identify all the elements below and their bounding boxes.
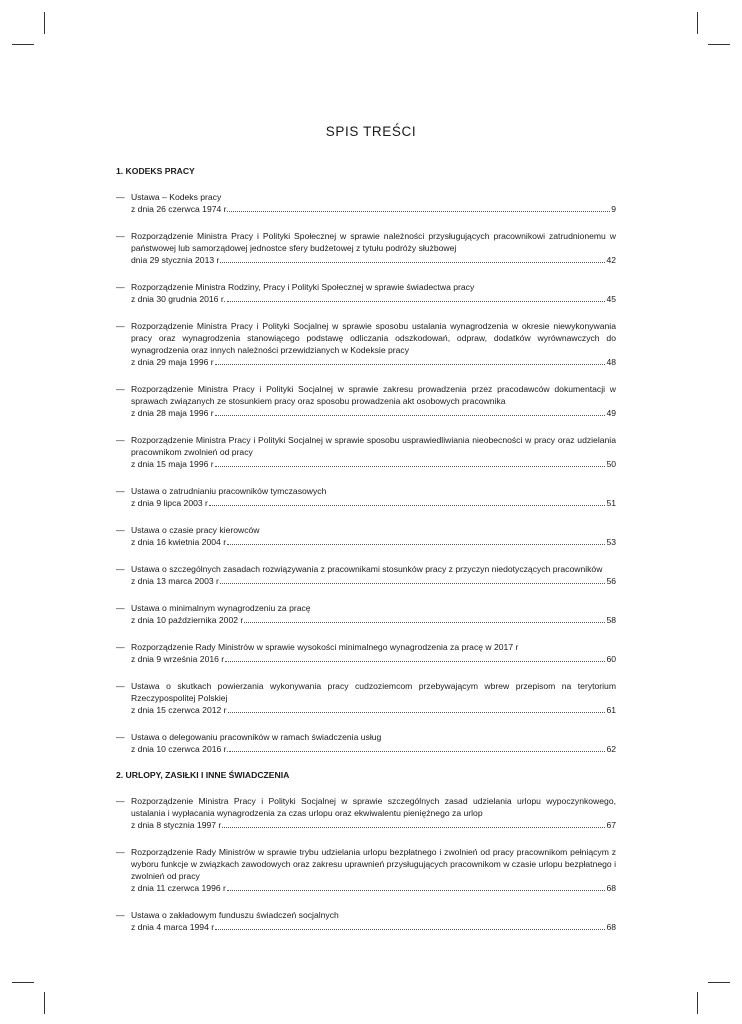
entry-date: z dnia 29 maja 1996 r [131,357,214,367]
entry-dash: — [116,435,125,445]
crop-mark-top-left [44,12,45,34]
entry-dash: — [116,681,125,691]
toc-entry[interactable] [116,434,616,470]
entry-dash: — [116,564,125,574]
entry-page-number: 9 [611,204,616,214]
section-heading: 1. KODEKS PRACY [116,166,195,176]
entry-date: z dnia 9 września 2016 r [131,654,225,664]
entry-dash: — [116,321,125,331]
entry-dateline [131,819,616,831]
entry-dash: — [116,642,125,652]
entry-page-number: 53 [606,537,616,547]
entry-title: Rozporządzenie Ministra Pracy i Polityki Socjalnej w sprawie szczególnych zasad udzielania urlopu wypoczynkowego, ustalania i wypłacania wynagrodzenia za czas urlopu oraz ekwiwalentu pieniężnego za urlop [131,796,616,818]
dot-leader [215,407,606,416]
entry-dateline [131,254,616,266]
toc-entry[interactable] [116,909,616,933]
dot-leader [227,536,605,545]
toc-entry[interactable] [116,524,616,548]
entry-date: z dnia 4 marca 1994 r [131,922,215,932]
crop-mark-top-left-h [12,44,34,45]
entry-page-number: 68 [606,922,616,932]
dot-leader [215,356,606,365]
entry-title: Ustawa – Kodeks pracy [131,192,222,202]
entry-page-number: 60 [606,654,616,664]
entry-dash: — [116,525,125,535]
entry-dateline [131,743,616,755]
entry-date: z dnia 11 czerwca 1996 r [131,883,226,893]
toc-entry[interactable] [116,563,616,587]
entry-dash: — [116,384,125,394]
entry-dateline [131,536,616,548]
crop-mark-bottom-right [697,992,698,1014]
toc-entry[interactable] [116,846,616,894]
entry-title: Rozporządzenie Ministra Rodziny, Pracy i Polityki Społecznej w sprawie świadectwa pracy [131,282,475,292]
dot-leader [215,921,605,930]
dot-leader [227,882,606,891]
dot-leader [229,203,610,212]
entry-page-number: 62 [606,744,616,754]
entry-title: Rozporządzenie Ministra Pracy i Polityki Socjalnej w sprawie sposobu usprawiedliwiania nieobecności w pracy oraz udzielania pracownikom zwolnień od pracy [131,435,616,457]
entry-dateline [131,293,616,305]
entry-dateline [131,921,616,933]
entry-date: z dnia 10 października 2002 r [131,615,244,625]
entry-title: Ustawa o minimalnym wynagrodzeniu za pracę [131,603,311,613]
dot-leader [228,704,606,713]
entry-dateline [131,614,616,626]
dot-leader [222,819,605,828]
dot-leader [229,743,605,752]
toc-entry[interactable] [116,281,616,305]
entry-date: z dnia 16 kwietnia 2004 r [131,537,227,547]
entry-dateline [131,356,616,368]
entry-date: z dnia 15 czerwca 2012 r [131,705,227,715]
crop-mark-top-right-h [708,44,730,45]
section-heading: 2. URLOPY, ZASIŁKI I INNE ŚWIADCZENIA [116,770,290,780]
toc-entry[interactable] [116,485,616,509]
toc-entry[interactable] [116,320,616,368]
entry-title: Ustawa o czasie pracy kierowców [131,525,260,535]
entry-dash: — [116,796,125,806]
entry-date: z dnia 9 lipca 2003 r [131,498,208,508]
toc-entry[interactable] [116,795,616,831]
entry-dateline [131,497,616,509]
crop-mark-bottom-right-h [708,982,730,983]
page-title: SPIS TREŚCI [325,124,417,139]
entry-dash: — [116,603,125,613]
dot-leader [225,653,605,662]
entry-date: z dnia 26 czerwca 1974 r. [131,204,229,214]
entry-dateline [131,203,616,215]
entry-page-number: 49 [606,408,616,418]
entry-dateline [131,882,616,894]
entry-title: Rozporządzenie Rady Ministrów w sprawie wysokości minimalnego wynagrodzenia za pracę w 2017 r [131,642,519,652]
entry-page-number: 68 [606,883,616,893]
entry-dateline [131,407,616,419]
entry-dateline [131,458,616,470]
toc-entry[interactable] [116,680,616,716]
entry-title: Ustawa o delegowaniu pracowników w ramach świadczenia usług [131,732,382,742]
entry-page-number: 50 [606,459,616,469]
toc-entry[interactable] [116,731,616,755]
entry-page-number: 61 [606,705,616,715]
entry-title: Rozporządzenie Ministra Pracy i Polityki Socjalnej w sprawie sposobu ustalania wynagrodzenia w okresie niewykonywania pracy oraz wynagrodzenia stanowiącego podstawę odliczania odszkodowań, odpraw, dodatków wyrównawczych do wynagrodzenia oraz innych należności przewidzianych w Kodeksie pracy [131,321,616,355]
toc-entry[interactable] [116,191,616,215]
entry-title: Rozporządzenie Ministra Pracy i Polityki Społecznej w sprawie należności przysługujących pracownikowi zatrudnionemu w państwowej lub samorządowej jednostce sfery budżetowej z tytułu podróży służbowej [131,231,616,253]
crop-mark-top-right [697,12,698,34]
dot-leader [227,293,606,302]
dot-leader [215,458,606,467]
entry-dateline [131,704,616,716]
entry-page-number: 45 [606,294,616,304]
toc-entry[interactable] [116,230,616,266]
entry-title: Ustawa o szczególnych zasadach rozwiązywania z pracownikami stosunków pracy z przyczyn niedotyczących pracowników [131,564,603,574]
entry-dash: — [116,486,125,496]
entry-title: Rozporządzenie Rady Ministrów w sprawie trybu udzielania urlopu bezpłatnego i zwolnień od pracy pracownikom pełniącym z wyboru funkcje w związkach zawodowych oraz zakresu uprawnień przysługujących pracownikom w czasie urlopu bezpłatnego i zwolnień od pracy [131,847,616,881]
entry-date: z dnia 10 czerwca 2016 r. [131,744,229,754]
table-of-contents [116,160,616,948]
toc-entry[interactable] [116,602,616,626]
entry-title: Rozporządzenie Ministra Pracy i Polityki Socjalnej w sprawie zakresu prowadzenia przez pracodawców dokumentacji w sprawach związanych ze stosunkiem pracy oraz sposobu prowadzenia akt osobowych pracownika [131,384,616,406]
entry-dateline [131,575,616,587]
entry-dash: — [116,847,125,857]
entry-title: Ustawa o zatrudnianiu pracowników tymczasowych [131,486,327,496]
entry-page-number: 67 [606,820,616,830]
dot-leader [220,575,606,584]
toc-entry[interactable] [116,383,616,419]
entry-dash: — [116,282,125,292]
entry-dash: — [116,732,125,742]
entry-title: Ustawa o skutkach powierzania wykonywania pracy cudzoziemcom przebywającym wbrew przepisom na terytorium Rzeczypospolitej Polskiej [131,681,616,703]
entry-page-number: 56 [606,576,616,586]
toc-entry[interactable] [116,641,616,665]
dot-leader [244,614,605,623]
entry-dash: — [116,231,125,241]
entry-date: dnia 29 stycznia 2013 r [131,255,220,265]
dot-leader [220,254,605,263]
crop-mark-bottom-left-h [12,982,34,983]
dot-leader [209,497,606,506]
entry-page-number: 42 [606,255,616,265]
crop-mark-bottom-left [44,992,45,1014]
entry-page-number: 51 [606,498,616,508]
entry-dateline [131,653,616,665]
entry-page-number: 48 [606,357,616,367]
entry-date: z dnia 28 maja 1996 r [131,408,214,418]
entry-title: Ustawa o zakładowym funduszu świadczeń socjalnych [131,910,339,920]
entry-page-number: 58 [606,615,616,625]
entry-dash: — [116,192,125,202]
entry-dash: — [116,910,125,920]
entry-date: z dnia 8 stycznia 1997 r [131,820,222,830]
entry-date: z dnia 30 grudnia 2016 r. [131,294,226,304]
entry-date: z dnia 15 maja 1996 r [131,459,214,469]
entry-date: z dnia 13 marca 2003 r [131,576,219,586]
